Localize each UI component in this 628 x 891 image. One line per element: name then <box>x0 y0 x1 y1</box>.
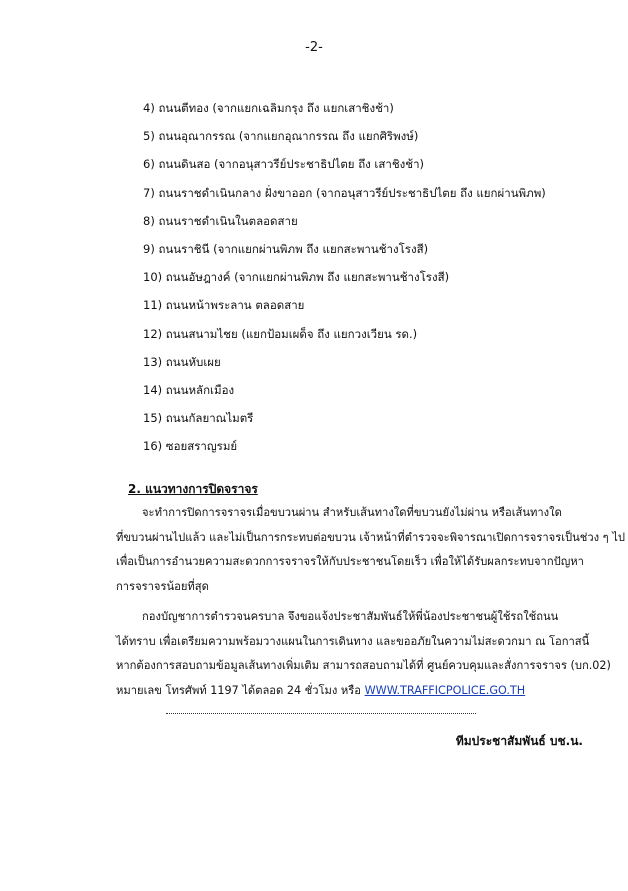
list-item: 13) ถนนหับเผย <box>143 354 221 369</box>
paragraph-line: การจราจรน้อยที่สุด <box>116 579 209 593</box>
traffic-police-website-link[interactable]: WWW.TRAFFICPOLICE.GO.TH <box>364 683 526 697</box>
section-heading: 2. แนวทางการปิดจราจร <box>128 482 258 496</box>
signature: ทีมประชาสัมพันธ์ บช.น. <box>455 734 583 748</box>
paragraph-line: หากต้องการสอบถามข้อมูลเส้นทางเพิ่มเติม สามารถสอบถามได้ที่ ศูนย์ควบคุมและสั่งการจราจร (บก.02) <box>116 659 611 672</box>
page-number: -2- <box>305 40 323 55</box>
paragraph-line: ที่ขบวนผ่านไปแล้ว และไม่เป็นการกระทบต่อขบวน เจ้าหน้าที่ตำรวจจะพิจารณาเปิดการจราจรเป็นช่วง ๆ ไป <box>116 530 625 544</box>
list-item: 14) ถนนหลักเมือง <box>143 382 235 397</box>
list-item: 8) ถนนราชดำเนินในตลอดสาย <box>143 213 298 228</box>
list-item: 4) ถนนตีทอง (จากแยกเฉลิมกรุง ถึง แยกเสาชิงช้า) <box>143 101 394 115</box>
paragraph-line: กองบัญชาการตำรวจนครบาล จึงขอแจ้งประชาสัมพันธ์ให้พี่น้องประชาชนผู้ใช้รถใช้ถนน <box>142 610 559 623</box>
list-item: 6) ถนนดินสอ (จากอนุสาวรีย์ประชาธิปไตย ถึง เสาชิงช้า) <box>143 157 425 172</box>
list-item: 16) ซอยสราญรมย์ <box>143 439 238 454</box>
closure-guideline-paragraph <box>116 501 625 599</box>
list-item: 11) ถนนหน้าพระลาน ตลอดสาย <box>143 298 305 313</box>
paragraph-line: เพื่อเป็นการอำนวยความสะดวกการจราจรให้กับประชาชนโดยเร็ว เพื่อให้ได้รับผลกระทบจากปัญหา <box>116 555 584 568</box>
contact-text: หมายเลข โทรศัพท์ 1197 ได้ตลอด 24 ชั่วโมง หรือ <box>116 683 365 697</box>
list-item: 5) ถนนอุณากรรณ (จากแยกอุณากรรณ ถึง แยกศิริพงษ์) <box>143 129 419 144</box>
list-item: 10) ถนนอัษฎางค์ (จากแยกผ่านพิภพ ถึง แยกสะพานช้างโรงสี) <box>143 270 450 285</box>
road-closure-list <box>143 94 546 460</box>
paragraph-line: ได้ทราบ เพื่อเตรียมความพร้อมวางแผนในการเดินทาง และขออภัยในความไม่สะดวกมา ณ โอกาสนี้ <box>116 634 590 648</box>
list-item: 15) ถนนกัลยาณไมตรี <box>143 411 254 426</box>
list-item: 7) ถนนราชดำเนินกลาง ฝั่งขาออก (จากอนุสาวรีย์ประชาธิปไตย ถึง แยกผ่านพิภพ) <box>143 185 546 200</box>
paragraph-line: จะทำการปิดการจราจรเมื่อขบวนผ่าน สำหรับเส้นทางใดที่ขบวนยังไม่ผ่าน หรือเส้นทางใด <box>142 506 562 519</box>
paragraph-line <box>116 679 588 704</box>
list-item: 12) ถนนสนามไชย (แยกป้อมเผด็จ ถึง แยกวงเวียน รด.) <box>143 326 418 341</box>
list-item: 9) ถนนราชินี (จากแยกผ่านพิภพ ถึง แยกสะพานช้างโรงสี) <box>143 241 429 256</box>
announcement-paragraph <box>116 605 611 703</box>
dotted-divider <box>166 713 476 714</box>
